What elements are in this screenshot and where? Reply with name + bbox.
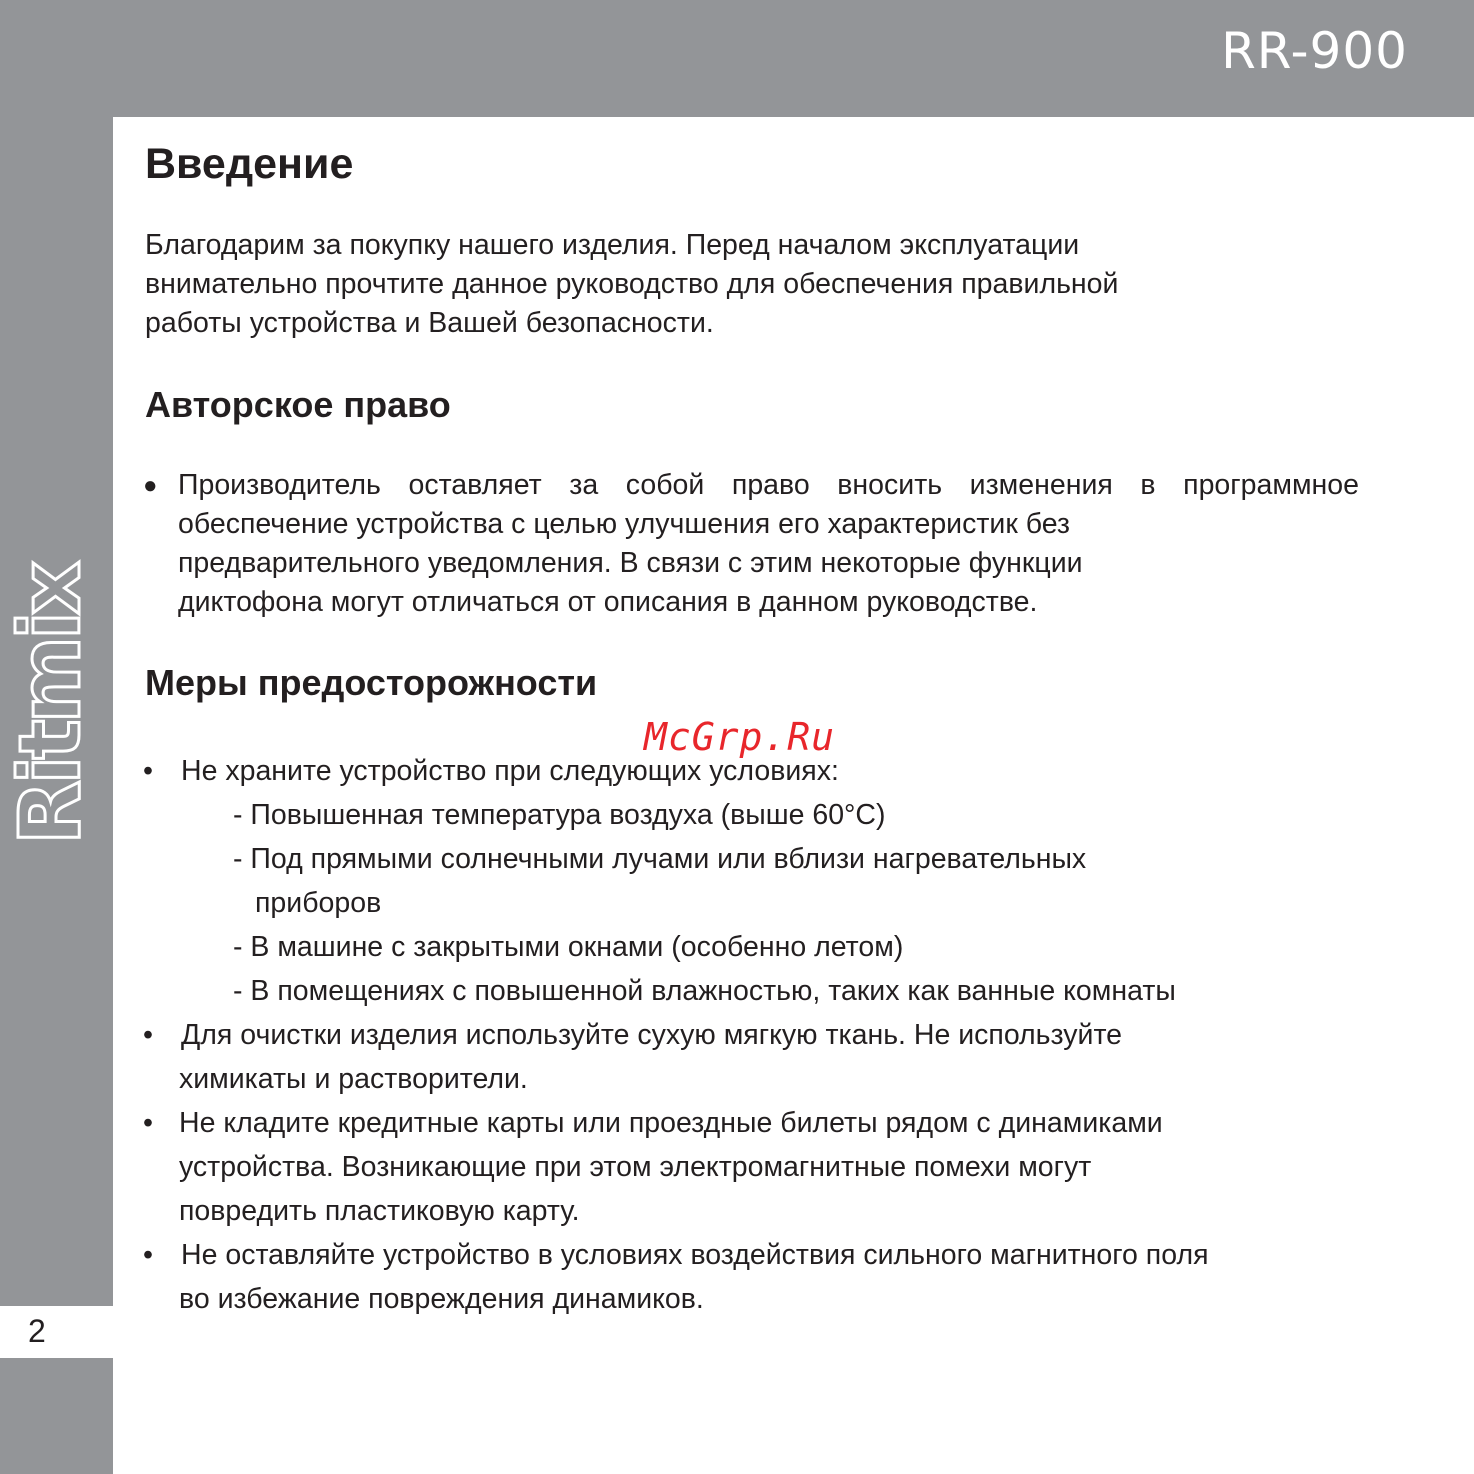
model-label: RR-900 [1221,22,1408,80]
list-item [143,1101,1209,1233]
intro-line: работы устройства и Вашей безопасности. [145,307,714,339]
copyright-bullet [143,466,1359,622]
precautions-list [143,749,1209,1321]
list-item-continuation: химикаты и растворители. [179,1063,528,1095]
list-item-text: Не храните устройство при следующих условиях: [181,755,839,787]
page-number: 2 [28,1313,46,1349]
list-item [143,1013,1209,1101]
list-item-text: Для очистки изделия используйте сухую мягкую ткань. Не используйте [181,1019,1123,1051]
list-item-continuation: во избежание повреждения динамиков. [179,1283,704,1315]
watermark: McGrp.Ru [644,715,836,759]
sub-item: - Под прямыми солнечными лучами или вблизи нагревательных [233,843,1087,875]
section-title-intro: Введение [145,140,354,188]
list-item [143,1233,1209,1321]
list-item [143,749,1209,793]
sub-item: - Повышенная температура воздуха (выше 60°C) [233,799,886,831]
bullet-icon: • [143,1019,153,1051]
bullet-dot-icon: ● [143,472,158,499]
intro-line: внимательно прочтите данное руководство для обеспечения правильной [145,268,1119,300]
intro-paragraph [145,226,1118,343]
sub-item: - В машине с закрытыми окнами (особенно летом) [233,931,904,963]
copyright-line: диктофона могут отличаться от описания в данном руководстве. [178,586,1038,618]
copyright-line: предварительного уведомления. В связи с этим некоторые функции [178,547,1083,579]
list-item-text: Не оставляйте устройство в условиях воздействия сильного магнитного поля [181,1239,1209,1271]
page-number-box [0,1306,113,1358]
list-item-continuation: устройства. Возникающие при этом электромагнитные помехи могут [179,1151,1092,1183]
sub-item-continuation: приборов [255,887,382,919]
bullet-icon: • [143,1107,153,1139]
list-item-continuation: повредить пластиковую карту. [179,1195,580,1227]
copyright-line: Производитель оставляет за собой право вносить изменения в программное [178,469,1359,501]
ritmix-logo [8,745,108,845]
bullet-icon: • [143,755,153,787]
bullet-icon: • [143,1239,153,1271]
sub-item: - В помещениях с повышенной влажностью, таких как ванные комнаты [233,975,1176,1007]
copyright-line: обеспечение устройства с целью улучшения его характеристик без [178,508,1071,540]
intro-line: Благодарим за покупку нашего изделия. Перед началом эксплуатации [145,229,1080,261]
list-item-text: Не кладите кредитные карты или проездные билеты рядом с динамиками [179,1107,1163,1139]
section-title-precautions: Меры предосторожности [145,662,598,703]
section-title-copyright: Авторское право [145,384,451,425]
